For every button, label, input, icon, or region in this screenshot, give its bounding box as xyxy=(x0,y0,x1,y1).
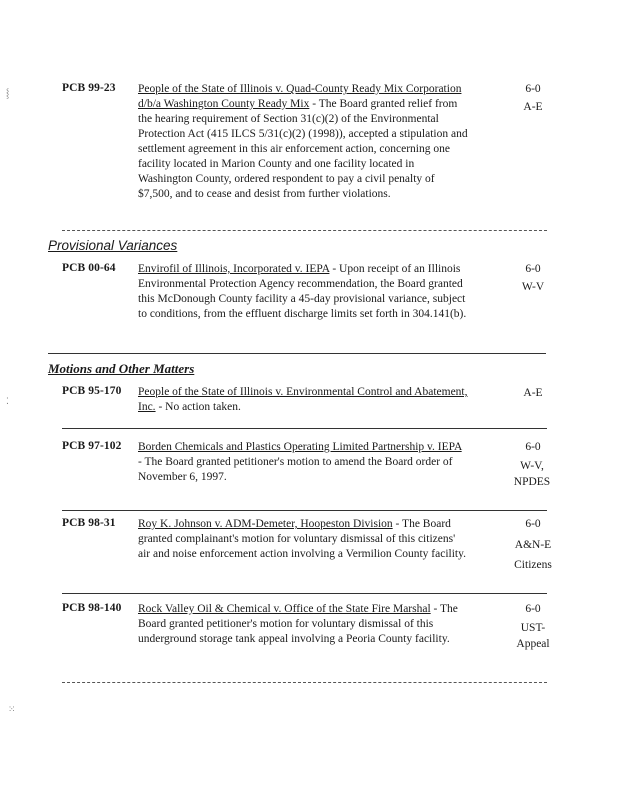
vote-count: 6-0 xyxy=(525,518,541,530)
case-caption: Borden Chemicals and Plastics Operating Limited Partnership v. IEPA xyxy=(138,441,462,453)
section-heading-provisional-variances: Provisional Variances xyxy=(48,238,178,253)
case-number: PCB 98-140 xyxy=(62,602,122,614)
case-text: - The Board granted petitioner's motion for voluntary dismissal of this underground storage tank appeal involving a Peoria County facility. xyxy=(138,603,458,645)
section-divider xyxy=(62,682,547,683)
case-text: - The Board granted complainant's motion for voluntary dismissal of this citizens' air and noise enforcement action involving a Vermilion County facility. xyxy=(138,518,466,560)
case-number: PCB 95-170 xyxy=(62,385,122,397)
case-category: A-E xyxy=(523,387,543,399)
section-divider xyxy=(48,353,546,354)
section-divider xyxy=(62,230,547,231)
scan-artifact: ⁚ xyxy=(6,396,9,406)
section-divider xyxy=(62,510,547,511)
case-category: UST-Appeal xyxy=(516,622,550,650)
case-category: W-V, NPDES xyxy=(513,460,551,488)
case-category: W-V xyxy=(521,281,545,293)
case-number: PCB 00-64 xyxy=(62,262,116,274)
vote-count: 6-0 xyxy=(525,603,541,615)
case-caption: Envirofil of Illinois, Incorporated v. IEPA xyxy=(138,263,330,275)
case-description xyxy=(138,385,468,415)
case-caption: Roy K. Johnson v. ADM-Demeter, Hoopeston Division xyxy=(138,518,393,530)
scan-artifact: ⸾ xyxy=(6,88,10,98)
scan-artifact: ⁙ xyxy=(8,704,16,714)
case-number: PCB 99-23 xyxy=(62,82,116,94)
case-description xyxy=(138,82,468,202)
case-number: PCB 97-102 xyxy=(62,440,122,452)
vote-count: 6-0 xyxy=(525,83,541,95)
section-divider xyxy=(62,593,547,594)
case-description xyxy=(138,440,468,485)
case-category: A&N-E Citizens xyxy=(514,539,552,571)
case-caption: People of the State of Illinois v. Environmental Control and Abatement, Inc. xyxy=(138,386,468,413)
case-caption: Rock Valley Oil & Chemical v. Office of the State Fire Marshal xyxy=(138,603,431,615)
case-description xyxy=(138,262,468,322)
section-heading-motions: Motions and Other Matters xyxy=(48,361,195,376)
case-text: - Upon receipt of an Illinois Environmental Protection Agency recommendation, the Board granted this McDonough County facility a 45-day provisional variance, subject to conditions, from the effluent discharge limits set forth in 304.141(b). xyxy=(138,263,467,320)
case-description xyxy=(138,517,468,562)
section-divider xyxy=(62,428,547,429)
case-number: PCB 98-31 xyxy=(62,517,116,529)
case-text: - The Board granted relief from the hearing requirement of Section 31(c)(2) of the Environmental Protection Act (415 ILCS 5/31(c)(2) (1998)), accepted a stipulation and settlement agreement in this air enforcement action, concerning one facility located in Marion County and one facility located in Washington County, ordered respondent to pay a civil penalty of $7,500, and to cease and desist from further violations. xyxy=(138,98,468,200)
case-description xyxy=(138,602,468,647)
case-text: - The Board granted petitioner's motion to amend the Board order of November 6, 1997. xyxy=(138,456,453,483)
case-text: - No action taken. xyxy=(155,401,241,413)
vote-count: 6-0 xyxy=(525,441,541,453)
case-caption: People of the State of Illinois v. Quad-County Ready Mix Corporation d/b/a Washington County Ready Mix xyxy=(138,83,462,110)
vote-count: 6-0 xyxy=(525,263,541,275)
case-category: A-E xyxy=(523,101,543,113)
